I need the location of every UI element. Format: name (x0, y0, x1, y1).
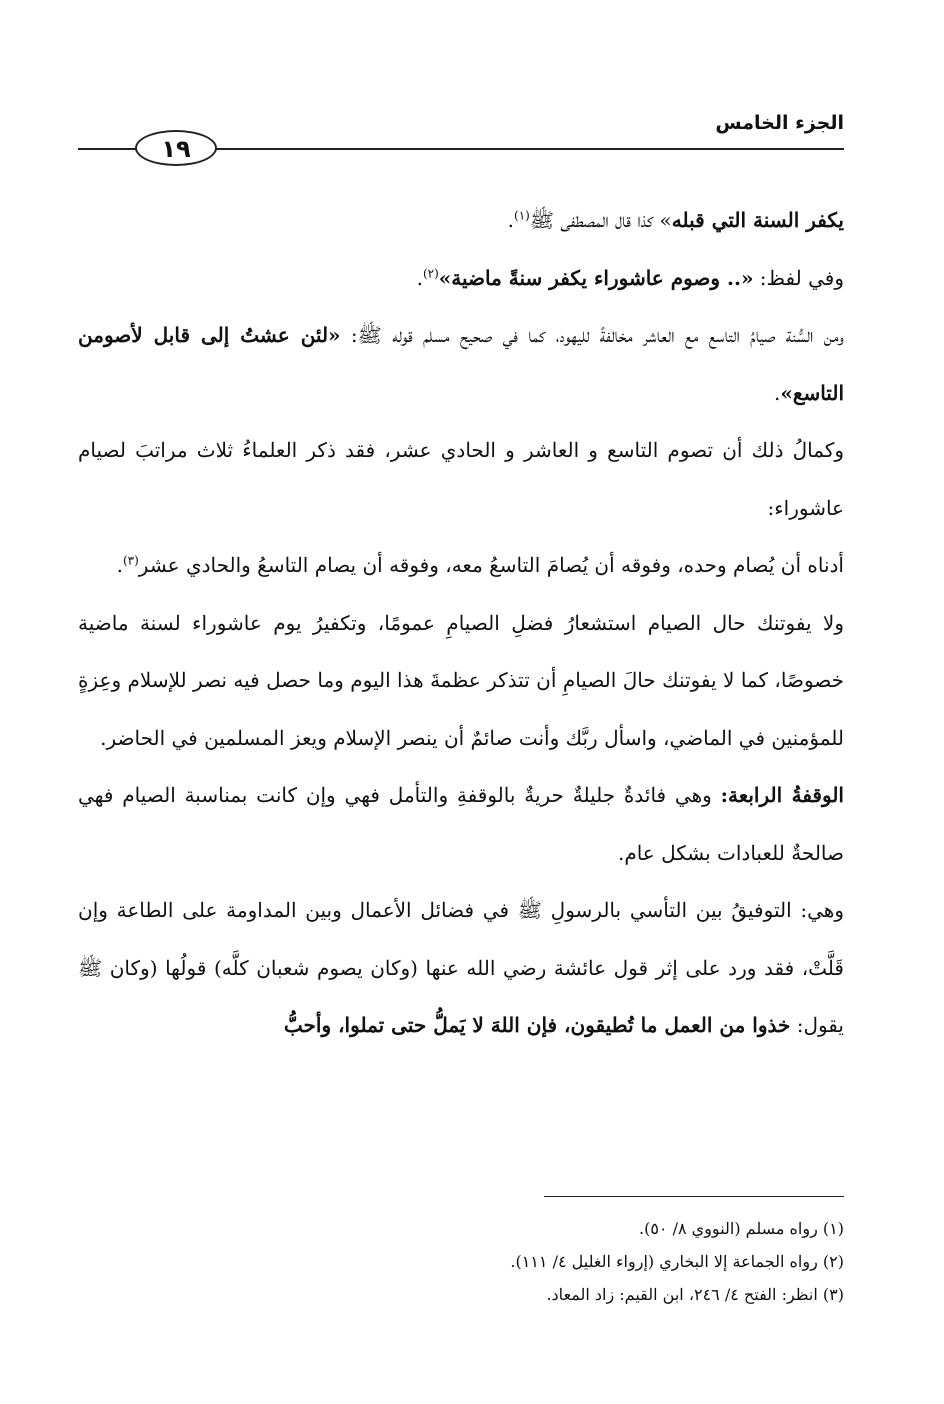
text-run: وهي: التوفيقُ بين التأسي بالرسولِ ﷺ في فضائل الأعمال وبين المداومة على الطاعة وإن قَلَّتْ، فقد ورد على إثر قول عائشة رضي الله عنها (وكان يصوم شعبان كلَّه) قولُها (وكان ﷺ يقول: (78, 898, 844, 1037)
quote-fragment: يكفر السنة التي قبله (671, 208, 844, 232)
paragraph-1 (78, 192, 844, 250)
paragraph-8 (78, 882, 844, 1055)
hadith-quote: «لئن عشتُ إلى قابل لأصومن التاسع» (78, 323, 844, 405)
paragraph-7 (78, 767, 844, 882)
section-heading: الوقفةُ الرابعة: (720, 783, 844, 807)
footnote-ref[interactable]: (٢) (422, 265, 439, 280)
footnote-ref[interactable]: (٣) (122, 553, 139, 568)
footnote-1: (١) رواه مسلم (النووي ٨/ ٥٠). (639, 1219, 844, 1238)
page-number: ١٩ (135, 130, 217, 166)
text-run: أدناه أن يُصام وحده، وفوقه أن يُصامَ التاسعُ معه، وفوقه أن يصام التاسعُ والحادي عشر (138, 553, 844, 577)
hadith-quote: «.. وصوم عاشوراء يكفر سنةً ماضية» (438, 265, 754, 290)
text-run: ومن السُّنة صيامُ التاسع مع العاشر مخالفةً لليهود، كما في صحيح مسلم قوله ﷺ: (340, 323, 844, 347)
text-run: وهي فائدةٌ جليلةٌ حريةٌ بالوقفةِ والتأمل فهي وإن كانت بمناسبة الصيام فهي صالحةٌ للعبادات بشكل عام. (78, 783, 844, 865)
footnote-3: (٣) انظر: الفتح ٤/ ٢٤٦، ابن القيم: زاد المعاد. (546, 1285, 844, 1304)
text-run: » كذا قال المصطفى ﷺ (529, 208, 672, 232)
text-run: . (416, 265, 423, 290)
footnote-ref[interactable]: (١) (514, 208, 530, 223)
main-text (78, 192, 844, 1055)
paragraph-6: ولا يفوتنك حال الصيام استشعارُ فضلِ الصيامِ عمومًا، وتكفيرُ يوم عاشوراء لسنة ماضية خصوصًا، كما لا يفوتنك حالَ الصيامِ أن تتذكر عظمةَ هذا اليوم وما حصل فيه نصر للإسلام وعِزةٍ للمؤمنين في الماضي، واسأل ربَّك وأنت صائمٌ أن ينصر الإسلام ويعز المسلمين في الحاضر. (78, 610, 844, 750)
paragraph-2 (78, 250, 844, 308)
paragraph-5 (78, 537, 844, 595)
footnote-2: (٢) رواه الجماعة إلا البخاري (إرواء الغليل ٤/ ١١١). (510, 1252, 844, 1271)
footnotes (144, 1212, 844, 1311)
text-run: . (507, 208, 515, 232)
paragraph-4: وكمالُ ذلك أن تصوم التاسع و العاشر و الحادي عشر، فقد ذكر العلماءُ ثلاث مراتبَ لصيام عاشوراء: (78, 438, 844, 520)
text-run: . (773, 380, 781, 405)
text-run: وفي لفظ: (753, 265, 844, 290)
paragraph-3 (78, 307, 844, 422)
footnote-rule (544, 1196, 844, 1197)
text-run: . (116, 553, 123, 577)
running-title: الجزء الخامس (715, 112, 844, 134)
hadith-quote: خذوا من العمل ما تُطيقون، فإن اللهَ لا يَملُّ حتى تملوا، وأحبُّ (283, 1013, 791, 1037)
